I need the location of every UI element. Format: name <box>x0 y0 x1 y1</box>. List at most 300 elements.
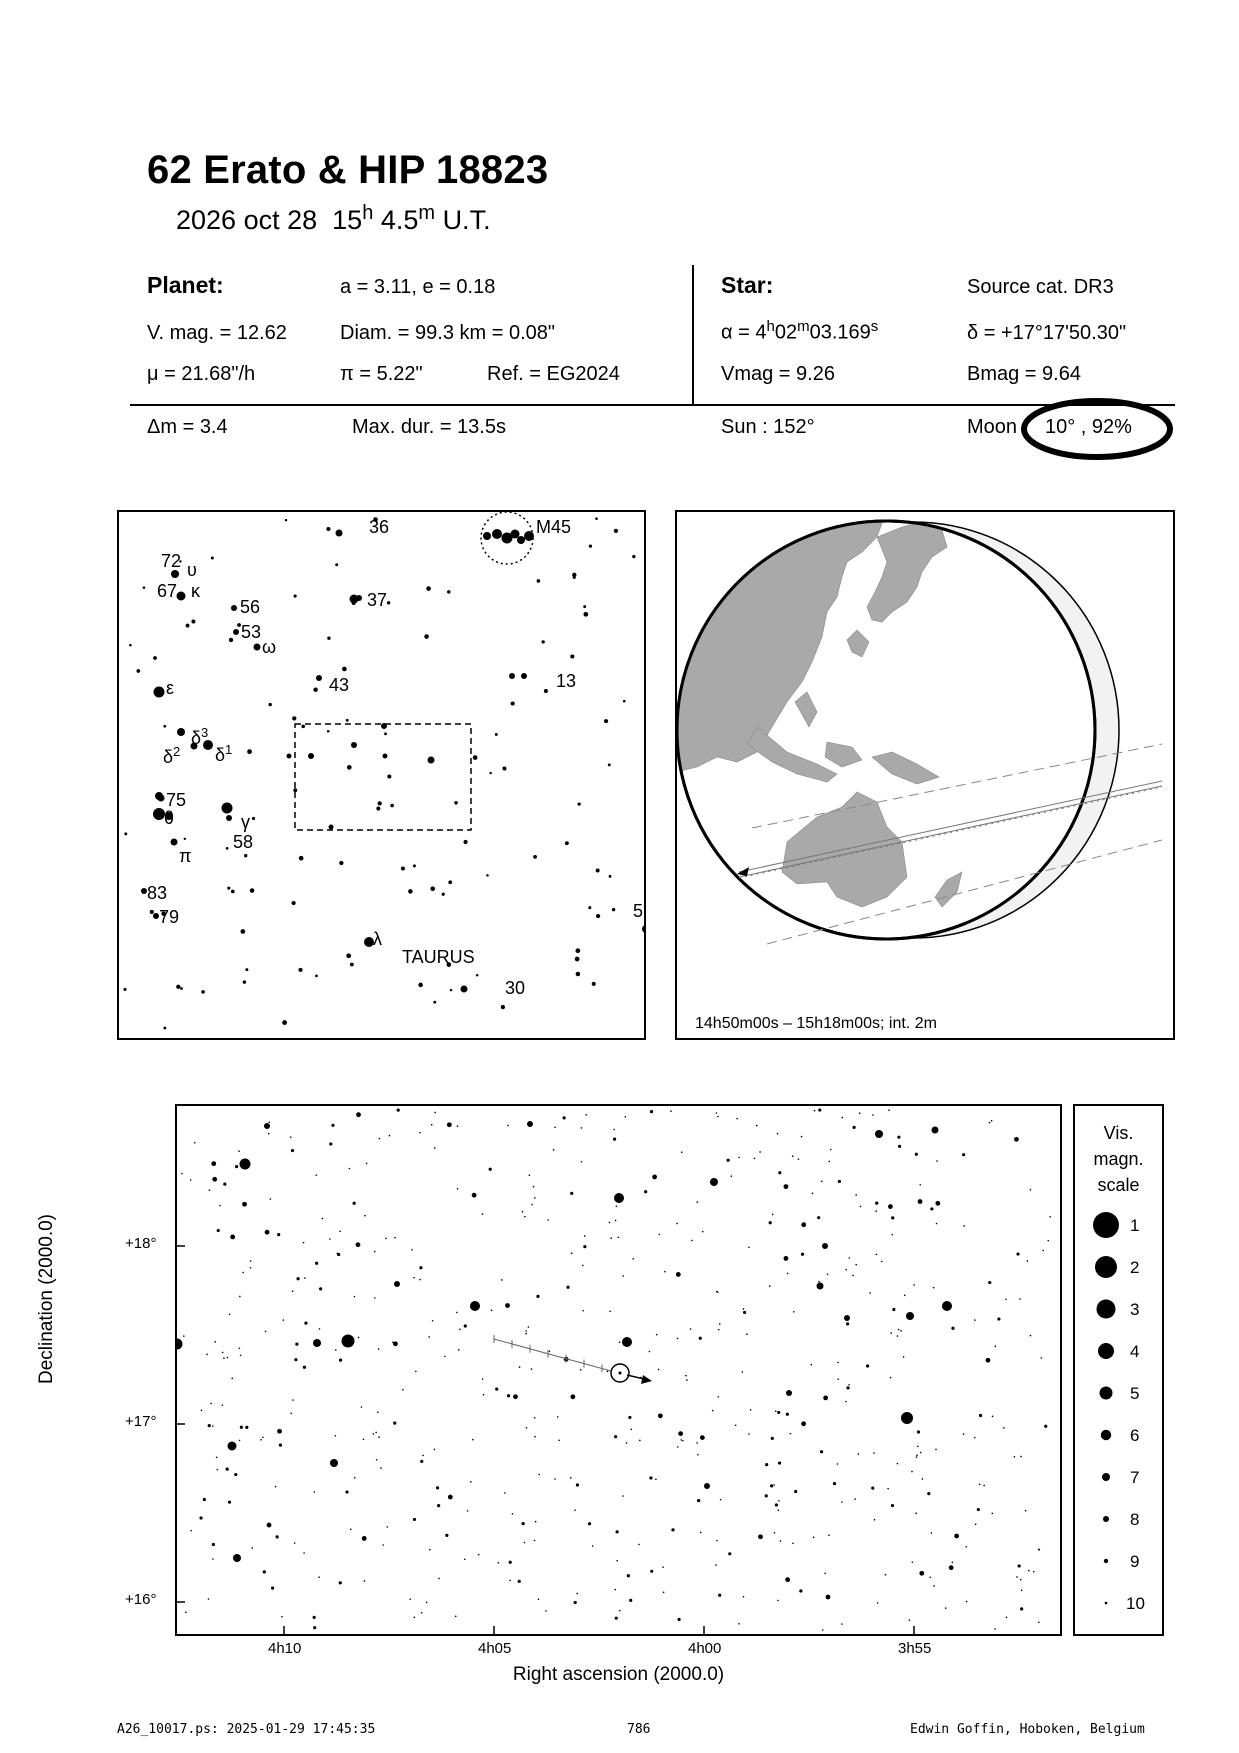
chart-star <box>1040 1357 1042 1359</box>
chart-star <box>769 1285 771 1287</box>
chart-star <box>518 1580 521 1583</box>
max-duration: Max. dur. = 13.5s <box>352 416 506 438</box>
chart-star <box>652 1175 657 1180</box>
chart-star <box>592 1545 594 1547</box>
chart-star <box>890 1332 892 1334</box>
chart-star <box>350 1529 352 1531</box>
chart-star <box>859 1112 861 1114</box>
finder-star <box>378 801 382 805</box>
finder-star <box>483 532 491 540</box>
chart-star <box>267 1125 269 1127</box>
finder-star <box>401 867 405 871</box>
mag-dot <box>1095 1256 1117 1278</box>
chart-star <box>420 1460 423 1463</box>
finder-star <box>454 801 458 805</box>
chart-star <box>358 1337 360 1339</box>
chart-star <box>322 1218 324 1220</box>
chart-star <box>929 1576 931 1578</box>
chart-star <box>434 1112 436 1114</box>
finder-star <box>315 975 318 978</box>
chart-star <box>627 1574 630 1577</box>
chart-star <box>778 1171 781 1174</box>
chart-star <box>702 1231 704 1233</box>
label-67: 67 <box>157 581 178 601</box>
chart-star <box>208 1424 211 1427</box>
chart-star <box>522 1522 525 1525</box>
chart-star <box>962 1153 965 1156</box>
chart-star <box>888 1109 890 1111</box>
chart-star <box>222 1404 224 1406</box>
chart-star <box>614 1193 624 1203</box>
chart-star <box>263 1570 266 1573</box>
chart-star <box>447 1122 452 1127</box>
finder-star <box>390 804 394 808</box>
chart-star <box>712 1410 714 1412</box>
chart-star <box>229 1314 231 1316</box>
finder-star <box>298 968 302 972</box>
finder-star <box>201 990 205 994</box>
chart-star <box>628 1416 631 1419</box>
chart-star <box>820 1450 823 1453</box>
chart-star <box>727 1159 730 1162</box>
chart-star <box>891 1234 893 1236</box>
chart-star <box>644 1190 647 1193</box>
chart-star <box>448 1495 453 1500</box>
chart-star <box>728 1552 731 1555</box>
chart-star <box>181 1173 183 1175</box>
chart-star <box>677 1446 679 1448</box>
chart-star <box>1030 1335 1032 1337</box>
finder-star <box>293 788 297 792</box>
chart-star <box>787 1273 789 1275</box>
chart-star <box>415 1371 417 1373</box>
chart-star <box>664 1271 666 1273</box>
finder-star <box>609 875 612 878</box>
label-lambda: λ <box>373 929 382 949</box>
chart-star <box>854 1498 856 1500</box>
finder-star <box>426 586 431 591</box>
chart-star <box>329 1238 331 1240</box>
chart-star <box>470 1481 472 1483</box>
chart-star <box>989 1122 991 1124</box>
chart-star <box>738 1623 740 1625</box>
chart-star <box>524 1542 526 1544</box>
chart-star <box>691 1240 693 1242</box>
label-pi: π <box>179 846 192 866</box>
finder-star <box>177 592 186 601</box>
finder-star <box>327 637 330 640</box>
label-58: 58 <box>233 832 254 852</box>
chart-star <box>710 1178 718 1186</box>
finder-star <box>294 595 297 598</box>
planet-parallax: π = 5.22" <box>340 363 423 385</box>
chart-star <box>975 1524 977 1526</box>
chart-star <box>303 1242 305 1244</box>
chart-star <box>818 1108 821 1111</box>
chart-star <box>223 1182 226 1185</box>
finder-star <box>596 869 600 873</box>
chart-star <box>432 1320 434 1322</box>
finder-star <box>250 888 255 893</box>
chart-star <box>977 1508 980 1511</box>
chart-star <box>397 1109 400 1112</box>
chart-star <box>773 1484 775 1486</box>
finder-star <box>509 673 515 679</box>
finder-star <box>533 855 537 859</box>
chart-star <box>676 1223 678 1225</box>
chart-star <box>822 1243 828 1249</box>
chart-star <box>912 1561 914 1563</box>
chart-star <box>374 1297 376 1299</box>
finder-star <box>542 640 545 643</box>
chart-star <box>754 1158 756 1160</box>
chart-star <box>609 1222 611 1224</box>
sun-elongation: Sun : 152° <box>721 416 815 438</box>
chart-star <box>214 1341 216 1343</box>
chart-star <box>772 1214 774 1216</box>
chart-star <box>774 1532 776 1534</box>
finder-star <box>143 586 146 589</box>
chart-star <box>607 1371 609 1373</box>
chart-star <box>227 1357 229 1359</box>
chart-star <box>436 1486 439 1489</box>
finder-star <box>442 893 445 896</box>
chart-star <box>242 1272 244 1274</box>
chart-star <box>251 1547 253 1549</box>
chart-star <box>678 1618 681 1621</box>
chart-star <box>1025 1510 1027 1512</box>
chart-star <box>949 1565 954 1570</box>
finder-star <box>461 986 468 993</box>
chart-star <box>963 1225 965 1227</box>
chart-star <box>377 1411 379 1413</box>
finder-star <box>450 989 452 991</box>
xtick-4h00: 4h00 <box>688 1640 722 1657</box>
xtick-4h05: 4h05 <box>478 1640 512 1657</box>
chart-star <box>904 1295 906 1297</box>
chart-star <box>801 1253 804 1256</box>
footer-page-number: 786 <box>627 1722 651 1737</box>
chart-star <box>992 1416 994 1418</box>
chart-star <box>911 1471 913 1473</box>
x-axis-title: Right ascension (2000.0) <box>512 1664 725 1685</box>
chart-star <box>841 1501 843 1503</box>
chart-star <box>226 1468 229 1471</box>
chart-star <box>313 1626 316 1629</box>
finder-star <box>596 914 600 918</box>
chart-star <box>837 1378 839 1380</box>
chart-star <box>566 1286 569 1289</box>
chart-star <box>554 1478 556 1480</box>
chart-star <box>994 1628 996 1630</box>
chart-star <box>704 1483 710 1489</box>
chart-star <box>294 1358 297 1361</box>
chart-star <box>409 1598 411 1600</box>
chart-star <box>626 1442 628 1444</box>
chart-star <box>240 1159 251 1170</box>
chart-star <box>775 1503 778 1506</box>
chart-star <box>979 1484 981 1486</box>
label-56: 56 <box>240 597 261 617</box>
finder-star <box>384 732 387 735</box>
chart-star <box>525 1333 527 1335</box>
event-timescale: U.T. <box>442 205 491 235</box>
label-delta2: $\delta^2$ <box>163 744 181 767</box>
chart-star <box>697 1499 700 1502</box>
chart-star <box>794 1490 797 1493</box>
finder-star <box>433 1001 436 1004</box>
chart-star <box>290 1136 292 1138</box>
chart-star <box>585 1114 587 1116</box>
chart-star <box>1038 1549 1040 1551</box>
chart-star <box>201 1410 203 1412</box>
chart-star <box>855 1264 857 1266</box>
chart-star <box>748 1433 750 1435</box>
chart-star <box>478 1554 480 1556</box>
event-minutes: 4.5 <box>380 205 419 235</box>
chart-star <box>245 1426 248 1429</box>
chart-star <box>885 1574 887 1576</box>
chart-star <box>897 1335 899 1337</box>
chart-star <box>951 1327 954 1330</box>
chart-star <box>717 1116 719 1118</box>
chart-star <box>696 1442 698 1444</box>
chart-star <box>738 1157 740 1159</box>
chart-star <box>845 1269 847 1271</box>
chart-star <box>553 1149 555 1151</box>
finder-star <box>486 874 489 877</box>
chart-star <box>650 1570 653 1573</box>
chart-star <box>209 1189 211 1191</box>
finder-star <box>339 861 343 865</box>
finder-star <box>124 832 127 835</box>
ytick-16: +16° <box>125 1591 157 1608</box>
chart-star <box>907 1318 909 1320</box>
chart-star <box>177 1339 183 1350</box>
finder-star <box>511 701 515 705</box>
chart-star <box>265 1230 270 1235</box>
chart-star <box>275 1486 277 1488</box>
finder-star <box>565 841 569 845</box>
label-36: 36 <box>369 517 390 537</box>
chart-star <box>613 1129 615 1131</box>
chart-star <box>240 1426 243 1429</box>
chart-star <box>1014 1137 1019 1142</box>
chart-star <box>231 1377 233 1379</box>
finder-star <box>502 767 506 771</box>
chart-star <box>786 1390 792 1396</box>
finder-star <box>575 948 580 953</box>
label-epsilon: ε <box>166 678 175 698</box>
chart-star <box>650 1110 653 1113</box>
chart-star <box>428 1336 430 1338</box>
chart-star <box>841 1117 843 1119</box>
chart-star <box>625 1116 627 1118</box>
finder-star <box>544 689 548 693</box>
chart-star <box>777 1133 779 1135</box>
chart-star <box>1038 1621 1040 1623</box>
finder-star <box>447 590 450 593</box>
finder-star <box>356 595 362 601</box>
chart-star <box>206 1354 208 1356</box>
chart-star <box>616 1206 618 1208</box>
chart-star <box>900 1330 902 1332</box>
chart-star <box>871 1487 874 1490</box>
chart-star <box>1006 1616 1008 1618</box>
chart-star <box>906 1312 914 1320</box>
chart-star <box>304 1322 307 1325</box>
chart-star <box>431 1124 433 1126</box>
finder-star <box>463 840 467 844</box>
chart-star <box>963 1433 965 1435</box>
finder-star <box>226 847 229 850</box>
finder-star <box>186 624 190 628</box>
chart-star <box>827 1273 829 1275</box>
chart-star <box>897 1136 900 1139</box>
label-omega: ω <box>262 637 277 657</box>
chart-star <box>563 1116 566 1119</box>
chart-star <box>434 1449 436 1451</box>
chart-star <box>363 1438 365 1440</box>
chart-star <box>495 1388 498 1391</box>
chart-star <box>373 1433 375 1435</box>
chart-star-field <box>177 1108 1051 1630</box>
finder-star <box>285 519 287 521</box>
chart-star <box>700 1532 702 1534</box>
chart-star <box>268 1133 270 1135</box>
finder-star <box>299 856 304 861</box>
chart-star <box>239 1440 241 1442</box>
chart-star <box>583 1245 586 1248</box>
finder-star <box>346 953 351 958</box>
chart-star <box>290 1413 292 1415</box>
chart-star <box>841 1623 843 1625</box>
finder-star <box>229 638 233 642</box>
chart-star <box>1003 1427 1005 1429</box>
finder-star <box>171 839 178 846</box>
chart-star <box>361 1406 363 1408</box>
moon-label: Moon <box>967 416 1018 438</box>
finder-star <box>129 644 132 647</box>
finder-star <box>191 620 195 624</box>
chart-star <box>677 1338 679 1340</box>
chart-star <box>422 1455 424 1457</box>
chart-star <box>335 1435 337 1437</box>
label-43: 43 <box>329 675 350 695</box>
chart-star <box>270 1198 272 1200</box>
chart-star <box>903 1356 905 1358</box>
finder-star <box>176 985 180 989</box>
finder-star <box>245 968 248 971</box>
chart-star <box>742 1371 744 1373</box>
finder-star <box>642 925 644 933</box>
chart-star <box>769 1221 772 1224</box>
chart-star <box>979 1414 982 1417</box>
event-datetime <box>176 202 491 236</box>
chart-star <box>736 1118 738 1120</box>
mag-dot <box>1100 1387 1113 1400</box>
chart-star <box>228 1501 231 1504</box>
chart-star <box>983 1485 985 1487</box>
mag-dot <box>1097 1300 1116 1319</box>
chart-star <box>482 1213 484 1215</box>
chart-star <box>538 1598 540 1600</box>
chart-star <box>576 1593 578 1595</box>
finder-star <box>222 803 233 814</box>
finder-star <box>231 890 235 894</box>
chart-star <box>570 1477 572 1479</box>
finder-star <box>292 716 296 720</box>
chart-star <box>276 1535 279 1538</box>
star-vmag: Vmag = 9.26 <box>721 363 835 385</box>
chart-star <box>501 1279 503 1281</box>
xtick-3h55: 3h55 <box>898 1640 932 1657</box>
chart-star <box>793 1311 795 1313</box>
chart-star <box>509 1580 511 1582</box>
chart-star <box>512 1513 514 1515</box>
chart-star <box>402 1389 404 1391</box>
chart-star <box>419 1132 421 1134</box>
chart-star <box>897 1463 899 1465</box>
field-box <box>295 724 471 830</box>
chart-star <box>444 1356 446 1358</box>
finder-star <box>326 527 330 531</box>
hours-unit: h <box>362 202 374 224</box>
chart-star <box>853 1126 856 1129</box>
chart-star <box>234 1473 237 1476</box>
chart-star <box>719 1323 721 1325</box>
chart-star <box>916 1456 918 1458</box>
chart-star <box>1020 1456 1022 1458</box>
chart-star <box>212 1177 217 1182</box>
chart-star <box>329 1142 332 1145</box>
chart-star <box>852 1275 854 1277</box>
chart-star <box>838 1180 841 1183</box>
chart-star <box>778 1461 781 1464</box>
chart-star <box>262 1436 264 1438</box>
chart-star <box>346 1341 351 1346</box>
finder-star <box>604 719 608 723</box>
finder-star <box>347 765 352 770</box>
chart-star <box>354 1477 356 1479</box>
chart-star <box>292 1399 294 1401</box>
chart-star <box>917 1446 919 1448</box>
chart-star <box>631 1429 633 1431</box>
chart-star <box>393 1422 396 1425</box>
chart-star <box>718 1329 720 1331</box>
chart-star <box>931 1532 933 1534</box>
chart-star <box>756 1125 758 1127</box>
finder-star <box>136 669 140 673</box>
chart-star <box>759 1151 761 1153</box>
finder-star <box>608 763 611 766</box>
chart-star <box>413 1277 415 1279</box>
chart-star <box>239 1347 241 1349</box>
finder-star <box>492 529 502 539</box>
chart-star <box>619 1610 621 1612</box>
chart-star <box>919 1571 924 1576</box>
chart-star <box>690 1328 692 1330</box>
chart-star <box>658 1413 663 1418</box>
chart-star <box>927 1492 930 1495</box>
chart-star <box>190 1179 192 1181</box>
chart-star <box>817 1216 820 1219</box>
finder-star <box>342 667 347 672</box>
chart-star <box>378 1436 380 1438</box>
finder-star <box>428 757 435 764</box>
chart-star <box>524 1216 526 1218</box>
chart-star <box>814 1110 816 1112</box>
